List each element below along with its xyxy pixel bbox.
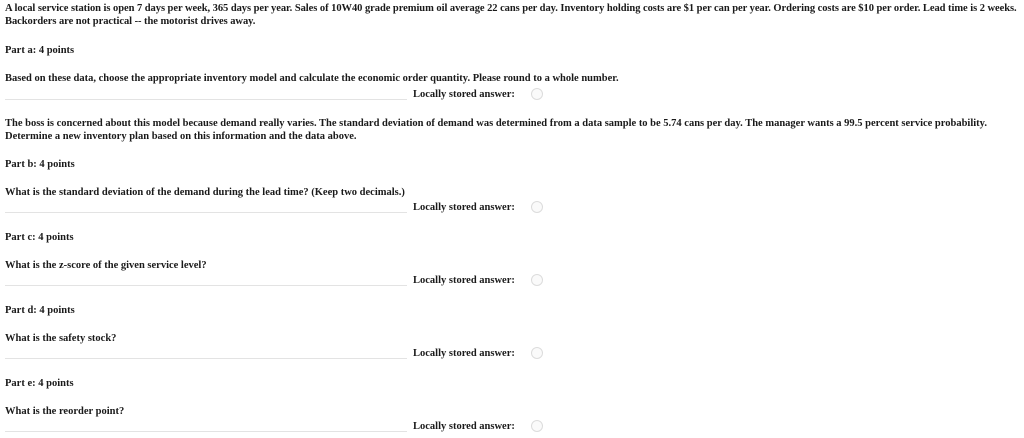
part-d-label: Part d: 4 points: [5, 305, 75, 316]
part-a-answer-label: Locally stored answer:: [413, 89, 515, 100]
part-d-question: What is the safety stock?: [5, 333, 117, 344]
part-a-answer-row: [5, 88, 545, 102]
part-a-label: Part a: 4 points: [5, 45, 75, 56]
part-d-answer-label: Locally stored answer:: [413, 348, 515, 359]
part-e-question: What is the reorder point?: [5, 406, 125, 417]
part-d-stored-toggle[interactable]: [531, 347, 543, 359]
part-c-question: What is the z-score of the given service level?: [5, 260, 207, 271]
part-c-answer-input[interactable]: [5, 274, 407, 286]
part-e-answer-label: Locally stored answer:: [413, 421, 515, 432]
part-e-answer-input[interactable]: [5, 420, 407, 432]
part-e-label: Part e: 4 points: [5, 378, 74, 389]
part-b-answer-label: Locally stored answer:: [413, 202, 515, 213]
variability-context: The boss is concerned about this model because demand really varies. The standard deviation of demand was determined from a data sample to be 5.74 cans per day. The manager wants a 99.5 percent service probability. Determine a new inventory plan based on this information and the data above.: [5, 118, 987, 142]
part-b-label: Part b: 4 points: [5, 159, 75, 170]
problem-intro: A local service station is open 7 days per week, 365 days per year. Sales of 10W40 grade premium oil average 22 cans per day. Inventory holding costs are $1 per can per year. Ordering costs are $10 per order. Lead time is 2 weeks. Backorders are not practical -- the motorist drives away.: [5, 3, 1017, 27]
part-b-answer-row: [5, 201, 545, 215]
part-e-stored-toggle[interactable]: [531, 420, 543, 432]
part-b-answer-input[interactable]: [5, 201, 407, 213]
part-c-stored-toggle[interactable]: [531, 274, 543, 286]
part-a-answer-input[interactable]: [5, 88, 407, 100]
part-b-stored-toggle[interactable]: [531, 201, 543, 213]
part-d-answer-input[interactable]: [5, 347, 407, 359]
part-d-answer-row: [5, 347, 545, 361]
part-a-stored-toggle[interactable]: [531, 88, 543, 100]
part-a-question: Based on these data, choose the appropriate inventory model and calculate the economic order quantity. Please round to a whole number.: [5, 73, 619, 84]
part-c-answer-label: Locally stored answer:: [413, 275, 515, 286]
part-c-label: Part c: 4 points: [5, 232, 74, 243]
part-e-answer-row: [5, 420, 545, 434]
part-c-answer-row: [5, 274, 545, 288]
part-b-question: What is the standard deviation of the demand during the lead time? (Keep two decimals.): [5, 187, 405, 198]
